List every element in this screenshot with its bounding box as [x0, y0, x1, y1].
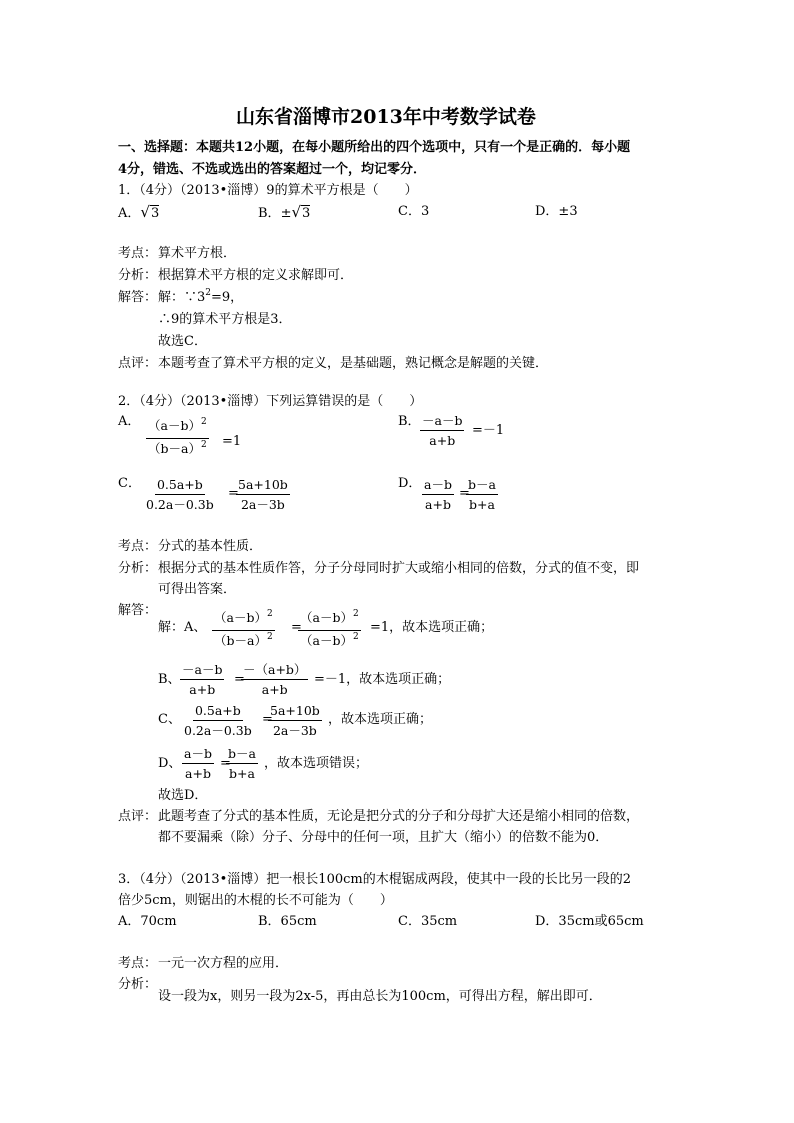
q2-solution-b-tail: =－1，故本选项正确；: [314, 672, 451, 687]
equals-sign: =: [228, 486, 239, 501]
fraction-denominator: 2a－3b: [240, 497, 285, 512]
fraction-numerator: 0.5a+b: [155, 477, 205, 495]
equals-sign: =: [459, 486, 470, 501]
q1-jieda-line1-text: 解：∵3: [158, 290, 206, 305]
fraction-numerator: 5a+10b: [236, 477, 290, 495]
equals-sign: =: [234, 672, 245, 687]
q2-solution-d-tail: ，故本选项错误；: [264, 756, 369, 771]
q3-option-c: C．35cm: [398, 914, 458, 929]
q2-solution-d-fraction-right: [226, 746, 258, 781]
q2-solution-a-fraction-right: [298, 610, 361, 651]
sqrt-symbol: √: [291, 203, 302, 221]
q1-option-c: C．3: [398, 204, 430, 219]
q2-dianping-line1: 此题考查了分式的基本性质，无论是把分式的分子和分母扩大还是缩小相同的倍数，: [158, 809, 640, 824]
q1-option-b-label: B．: [258, 206, 281, 221]
q3-option-b: B．65cm: [258, 914, 317, 929]
fraction-numerator: $(a-b)^2$: [146, 418, 209, 439]
q1-jieda-line1: [158, 290, 243, 307]
fraction-numerator: －a－b: [420, 413, 464, 431]
q2-jieda-label: 解答：: [118, 603, 158, 618]
fraction-numerator: 5a+10b: [268, 703, 322, 721]
fraction-denominator: a+b: [185, 766, 211, 781]
q2-solution-c-fraction-left: [182, 703, 254, 738]
q2-kaodian: 分式的基本性质．: [158, 539, 263, 554]
q2-option-d-label: D．: [398, 476, 422, 491]
q2-option-d-fraction-left: [422, 477, 454, 512]
fraction-denominator: 2a－3b: [272, 723, 317, 738]
fraction-numerator: a－b: [422, 477, 454, 495]
fraction-denominator: b+a: [229, 766, 255, 781]
q1-dianping: 本题考查了算术平方根的定义，是基础题，熟记概念是解题的关键．: [158, 356, 549, 371]
q2-dianping-label: 点评：: [118, 809, 158, 824]
q2-solution-c-prefix: C、: [158, 712, 181, 727]
fraction-denominator: a+b: [189, 682, 216, 697]
q2-option-c-fraction-right: [236, 477, 290, 512]
equals-sign: =: [220, 756, 231, 771]
q1-kaodian-label: 考点：: [118, 246, 158, 261]
q2-solution-b-prefix: B、: [158, 672, 181, 687]
q3-stem-line1: 3．（4分）（2013•淄博）把一根长100cm的木棍锯成两段，使其中一段的长比另一段的2: [118, 872, 631, 887]
fraction-denominator: a+b: [429, 433, 456, 448]
fraction-numerator: －a－b: [180, 662, 224, 680]
q1-jieda-line1-tail: =9，: [211, 290, 244, 305]
page-title: 山东省淄博市2013年中考数学试卷: [236, 106, 536, 128]
q2-option-b-result: =－1: [472, 423, 505, 438]
q2-option-b-fraction: [420, 413, 464, 448]
q2-solution-d-fraction-left: [182, 746, 214, 781]
q2-solution-conclusion: 故选D．: [158, 788, 208, 803]
q2-option-d-fraction-right: [466, 477, 498, 512]
q1-option-a: [118, 204, 159, 222]
q2-solution-d-prefix: D、: [158, 756, 182, 771]
q1-option-b-pm: ±: [280, 206, 292, 221]
fraction-numerator: b－a: [226, 746, 258, 764]
q3-option-a: A．70cm: [118, 914, 177, 929]
q1-option-a-label: A．: [118, 206, 141, 221]
sqrt-symbol: √: [140, 203, 150, 221]
q3-kaodian: 一元一次方程的应用．: [158, 956, 289, 971]
q3-stem-line2: 倍少5cm，则锯出的木棍的长不可能为（ ）: [118, 893, 393, 908]
q2-solution-b-fraction-left: [180, 662, 224, 697]
fraction-denominator: $(b-a)^2$: [214, 632, 273, 648]
q2-option-c-label: C．: [118, 476, 141, 491]
q1-dianping-label: 点评：: [118, 356, 158, 371]
q2-solution-a-tail: =1，故本选项正确；: [370, 620, 494, 635]
q2-solution-a-fraction-left: [212, 610, 275, 651]
section-instructions-line2: 4分，错选、不选或选出的答案超过一个，均记零分．: [118, 162, 427, 177]
fraction-denominator: a+b: [425, 497, 451, 512]
q1-option-b-radicand: 3: [302, 206, 311, 221]
fraction-denominator: b+a: [469, 497, 495, 512]
q1-option-d: D．±3: [535, 204, 578, 219]
fraction-numerator: $(a-b)^2$: [212, 610, 275, 631]
q2-kaodian-label: 考点：: [118, 539, 158, 554]
q3-option-d: D．35cm或65cm: [535, 914, 644, 929]
q2-stem: 2．（4分）（2013•淄博）下列运算错误的是（ ）: [118, 394, 423, 409]
fraction-numerator: b－a: [466, 477, 498, 495]
q1-kaodian: 算术平方根．: [158, 246, 237, 261]
q3-fenxi-label: 分析：: [118, 977, 158, 992]
equals-sign: =: [291, 620, 302, 635]
q2-option-c-fraction-left: [144, 477, 216, 512]
fraction-denominator: $(b-a)^2$: [148, 440, 207, 456]
fraction-numerator: $(a-b)^2$: [298, 610, 361, 631]
fraction-denominator: 0.2a－0.3b: [184, 723, 252, 738]
q1-jieda-line2: ∴9的算术平方根是3．: [158, 312, 292, 327]
q2-fenxi-line2: 可得出答案．: [158, 582, 237, 597]
q2-solution-b-fraction-right: [241, 662, 308, 697]
q2-dianping-line2: 都不要漏乘（除）分子、分母中的任何一项，且扩大（缩小）的倍数不能为0．: [158, 830, 609, 845]
q1-stem: 1．（4分）（2013•淄博）9的算术平方根是（ ）: [118, 183, 418, 198]
q2-solution-c-tail: ，故本选项正确；: [328, 712, 433, 727]
fraction-denominator: $(a-b)^2$: [300, 632, 359, 648]
q1-jieda-exponent: 2: [205, 288, 212, 298]
fraction-denominator: 0.2a－0.3b: [146, 497, 214, 512]
q2-fenxi-label: 分析：: [118, 561, 158, 576]
q2-option-b-label: B．: [398, 414, 421, 429]
q1-jieda-line3: 故选C．: [158, 334, 207, 349]
q1-option-a-radicand: 3: [150, 206, 160, 221]
fraction-numerator: －（a+b）: [241, 662, 308, 680]
q2-option-a-result: =1: [222, 434, 242, 449]
q2-fenxi-line1: 根据分式的基本性质作答，分子分母同时扩大或缩小相同的倍数，分式的值不变，即: [158, 561, 640, 576]
q3-fenxi: 设一段为x，则另一段为2x-5，再由总长为100cm，可得出方程，解出即可．: [158, 989, 602, 1004]
equals-sign: =: [262, 712, 273, 727]
q1-jieda-label: 解答：: [118, 290, 158, 305]
q2-solution-a-prefix: 解：A、: [158, 620, 207, 635]
q2-option-a-fraction: [146, 418, 209, 459]
q1-option-b: [258, 204, 310, 222]
q3-kaodian-label: 考点：: [118, 956, 158, 971]
fraction-denominator: a+b: [261, 682, 288, 697]
q2-solution-c-fraction-right: [268, 703, 322, 738]
fraction-numerator: a－b: [182, 746, 214, 764]
q1-fenxi: 根据算术平方根的定义求解即可．: [158, 268, 354, 283]
q1-fenxi-label: 分析：: [118, 268, 158, 283]
q2-option-a-label: A．: [118, 414, 141, 429]
section-instructions-line1: 一、选择题：本题共12小题，在每小题所给出的四个选项中，只有一个是正确的．每小题: [118, 140, 631, 155]
fraction-numerator: 0.5a+b: [193, 703, 243, 721]
